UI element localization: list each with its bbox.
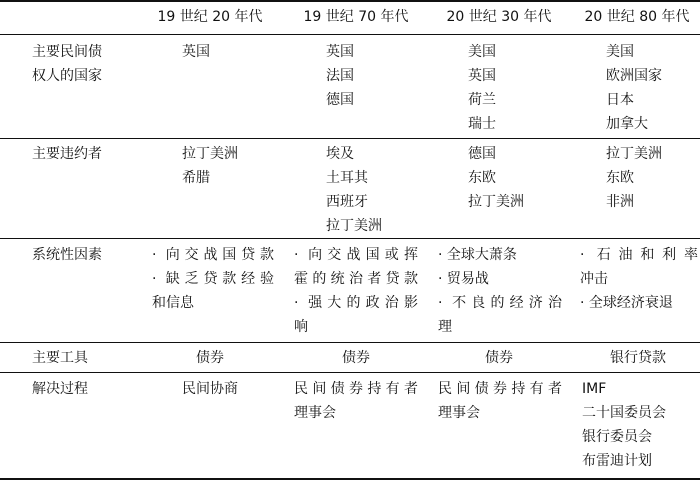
row-rule — [0, 372, 700, 373]
table-cell: · 向交战国贷款 · 缺乏贷款经验 和信息 — [152, 247, 274, 311]
row-label: 主要工具 — [32, 350, 88, 366]
row-rule — [0, 138, 700, 139]
table-cell: 银行贷款 — [610, 350, 666, 366]
table-cell: 英国 法国 德国 — [326, 44, 354, 108]
table-cell: 拉丁美洲 东欧 非洲 — [606, 146, 662, 210]
table-cell: IMF 二十国委员会 银行委员会 布雷迪计划 — [582, 381, 666, 469]
row-label: 主要民间债 权人的国家 — [32, 44, 102, 84]
table-cell: 美国 欧洲国家 日本 加拿大 — [606, 44, 662, 132]
table-cell: 埃及 土耳其 西班牙 拉丁美洲 — [326, 146, 382, 234]
row-rule — [0, 342, 700, 343]
table-bottom-rule — [0, 478, 700, 480]
table-cell: · 全球大萧条 · 贸易战 · 不良的经济治 理 — [438, 247, 562, 335]
table-cell: 民间债券持有者 理事会 — [438, 381, 562, 421]
column-header: 19 世纪 70 年代 — [303, 9, 409, 25]
table-cell: 英国 — [182, 44, 210, 60]
table-cell: 债券 — [342, 350, 370, 366]
row-rule — [0, 238, 700, 239]
table-cell: 债券 — [196, 350, 224, 366]
row-label: 系统性因素 — [32, 247, 102, 263]
table-cell: · 向交战国或挥 霍的统治者贷款 · 强大的政治影 响 — [294, 247, 418, 335]
table-cell: 德国 东欧 拉丁美洲 — [468, 146, 524, 210]
table-cell: 美国 英国 荷兰 瑞士 — [468, 44, 496, 132]
table-cell: 民间债券持有者 理事会 — [294, 381, 418, 421]
table-cell: 民间协商 — [182, 381, 238, 397]
table-cell: 债券 — [485, 350, 513, 366]
table-cell: · 石油和利率 冲击 · 全球经济衰退 — [580, 247, 698, 311]
table-cell: 拉丁美洲 希腊 — [182, 146, 238, 186]
column-header: 20 世纪 80 年代 — [584, 9, 690, 25]
row-label: 主要违约者 — [32, 146, 102, 162]
header-rule — [0, 34, 700, 35]
row-label: 解决过程 — [32, 381, 88, 397]
column-header: 20 世纪 30 年代 — [446, 9, 552, 25]
table-top-rule — [0, 0, 700, 2]
column-header: 19 世纪 20 年代 — [157, 9, 263, 25]
